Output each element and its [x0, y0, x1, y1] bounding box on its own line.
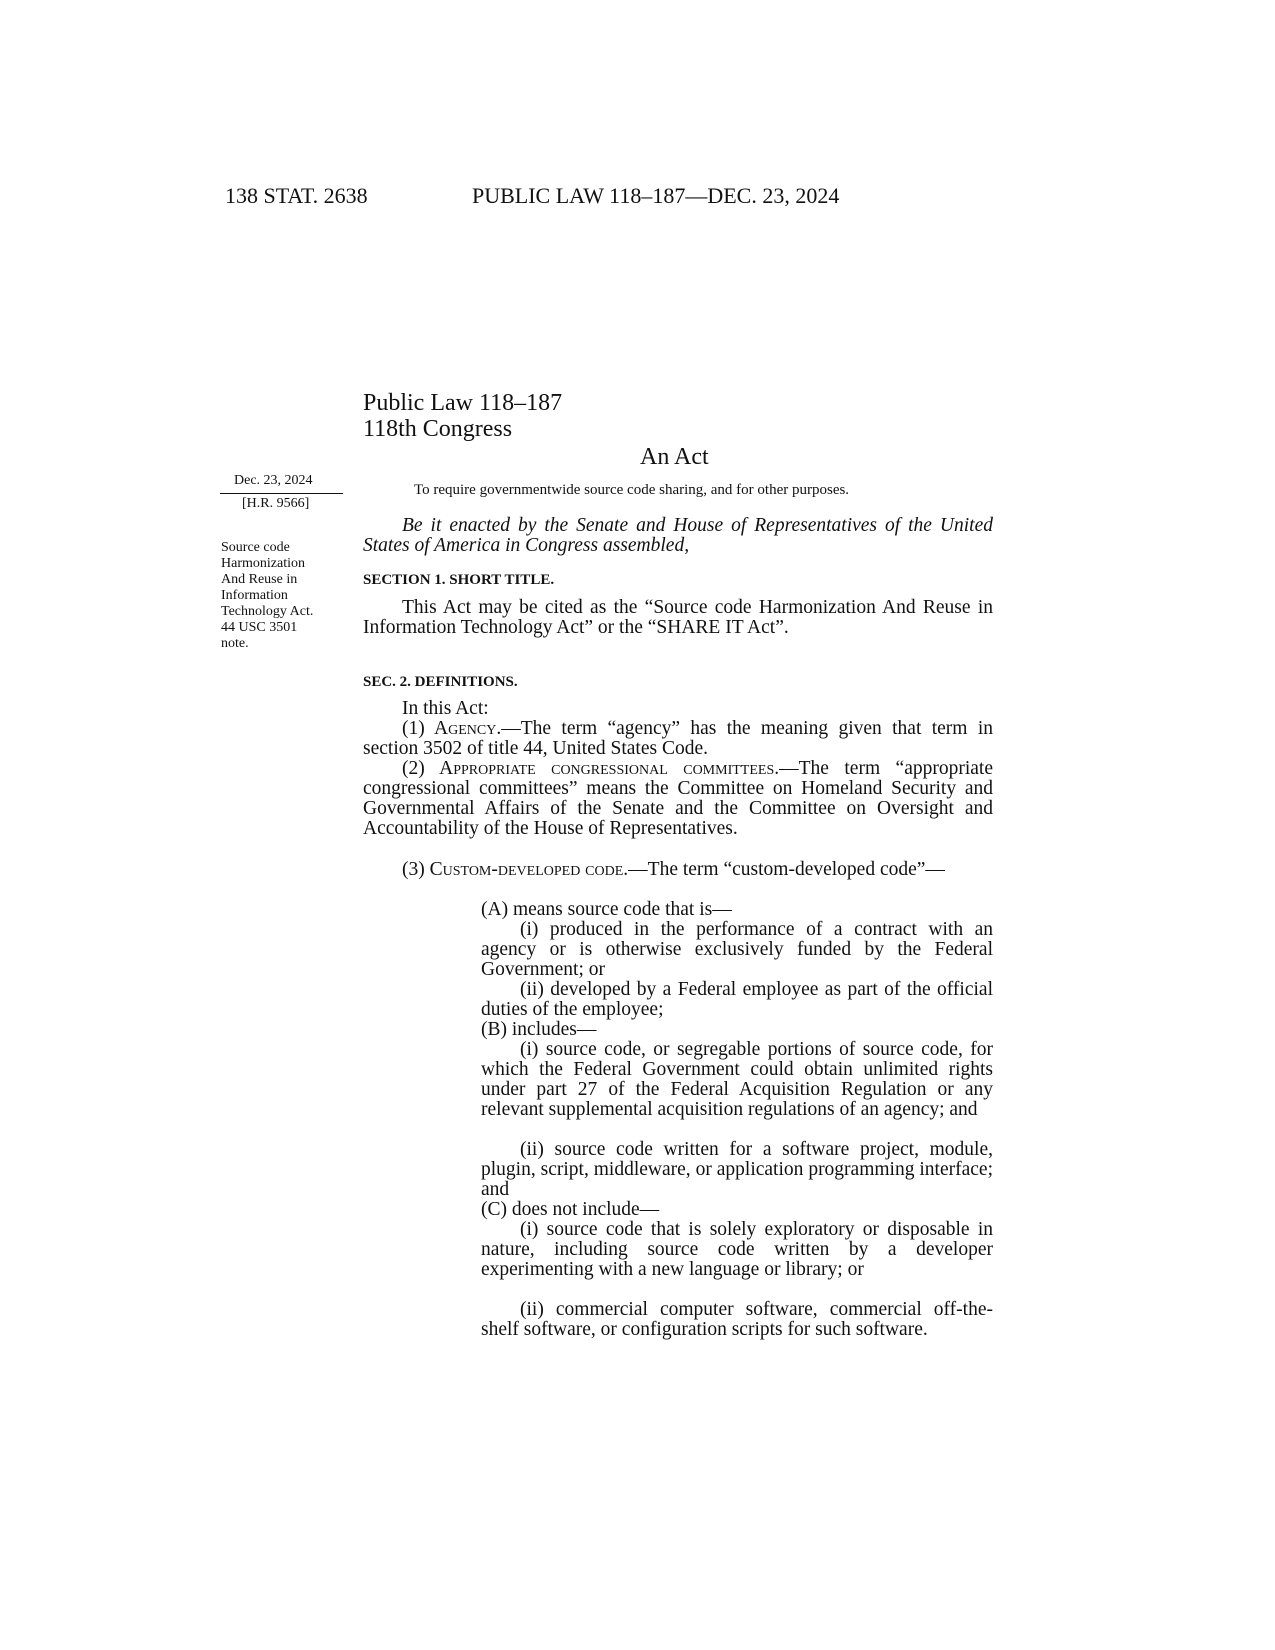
margin-note-date: Dec. 23, 2024: [234, 473, 313, 488]
clause-b-i: (i) source code, or segregable portions of source code, for which the Federal Government could obtain unlimited rights under part 27 of the Federal Acquisition Regulation or any relevant supplemental acquisition regulations of an agency; and: [481, 1039, 993, 1120]
margin-note-line: And Reuse in: [221, 572, 298, 587]
clause-b-ii: (ii) source code written for a software project, module, plugin, script, middleware, or application programming interface; and: [481, 1139, 993, 1200]
definition-agency: [363, 719, 993, 759]
law-number: Public Law 118–187: [363, 390, 563, 416]
definition-text: —The term “custom-developed code”—: [628, 859, 945, 880]
margin-note-short-title: [221, 540, 313, 652]
margin-note-line: 44 USC 3501: [221, 620, 298, 635]
definition-text: —The term “appropriate congressional committees” means the Committee on Homeland Security and Governmental Affairs of the Senate and the Committee on Oversight and Accountability of the House of Representatives.: [363, 758, 993, 839]
subparagraph-b: (B) includes—: [481, 1019, 597, 1040]
section-1-heading: SECTION 1. SHORT TITLE.: [363, 572, 555, 588]
congress-label: 118th Congress: [363, 416, 513, 442]
margin-note-line: Information: [221, 588, 288, 603]
margin-note-line: note.: [221, 636, 249, 651]
act-label: An Act: [640, 444, 709, 470]
section-1-text: This Act may be cited as the “Source code Harmonization And Reuse in Information Technology Act” or the “SHARE IT Act”.: [363, 597, 993, 638]
margin-note-line: Source code: [221, 540, 290, 555]
definition-term: (3) Custom-developed code.: [402, 859, 629, 880]
definition-term: (2) Appropriate congressional committees.: [402, 758, 780, 779]
margin-note-line: Technology Act.: [221, 604, 314, 619]
margin-note-line: Harmonization: [221, 556, 305, 571]
section-2-intro: In this Act:: [402, 698, 489, 719]
margin-note-bill: [H.R. 9566]: [242, 496, 310, 511]
subparagraph-c: (C) does not include—: [481, 1199, 660, 1220]
subparagraph-a: (A) means source code that is—: [481, 899, 732, 920]
section-2-heading: SEC. 2. DEFINITIONS.: [363, 674, 518, 690]
definition-term: (1) Agency.: [402, 718, 502, 739]
clause-c-i: (i) source code that is solely exploratory or disposable in nature, including source code written by a developer experimenting with a new language or library; or: [481, 1219, 993, 1280]
clause-c-ii: (ii) commercial computer software, commercial off-the-shelf software, or configuration scripts for such software.: [481, 1299, 993, 1340]
clause-a-ii: (ii) developed by a Federal employee as part of the official duties of the employee;: [481, 979, 993, 1020]
definition-text: —The term “agency” has the meaning given that term in section 3502 of title 44, United States Code.: [363, 718, 993, 759]
definition-appropriate-committees: [363, 759, 993, 839]
definition-custom-developed-code: [363, 860, 993, 880]
clause-a-i: (i) produced in the performance of a contract with an agency or is otherwise exclusively funded by the Federal Government; or: [481, 919, 993, 980]
page-stat-citation: 138 STAT. 2638: [225, 183, 368, 208]
running-header-title: PUBLIC LAW 118–187—DEC. 23, 2024: [472, 183, 840, 208]
act-purpose: To require governmentwide source code sharing, and for other purposes.: [414, 482, 850, 498]
enacting-clause: Be it enacted by the Senate and House of Representatives of the United States of America in Congress assembled,: [363, 515, 993, 556]
margin-note-divider: [220, 493, 343, 494]
